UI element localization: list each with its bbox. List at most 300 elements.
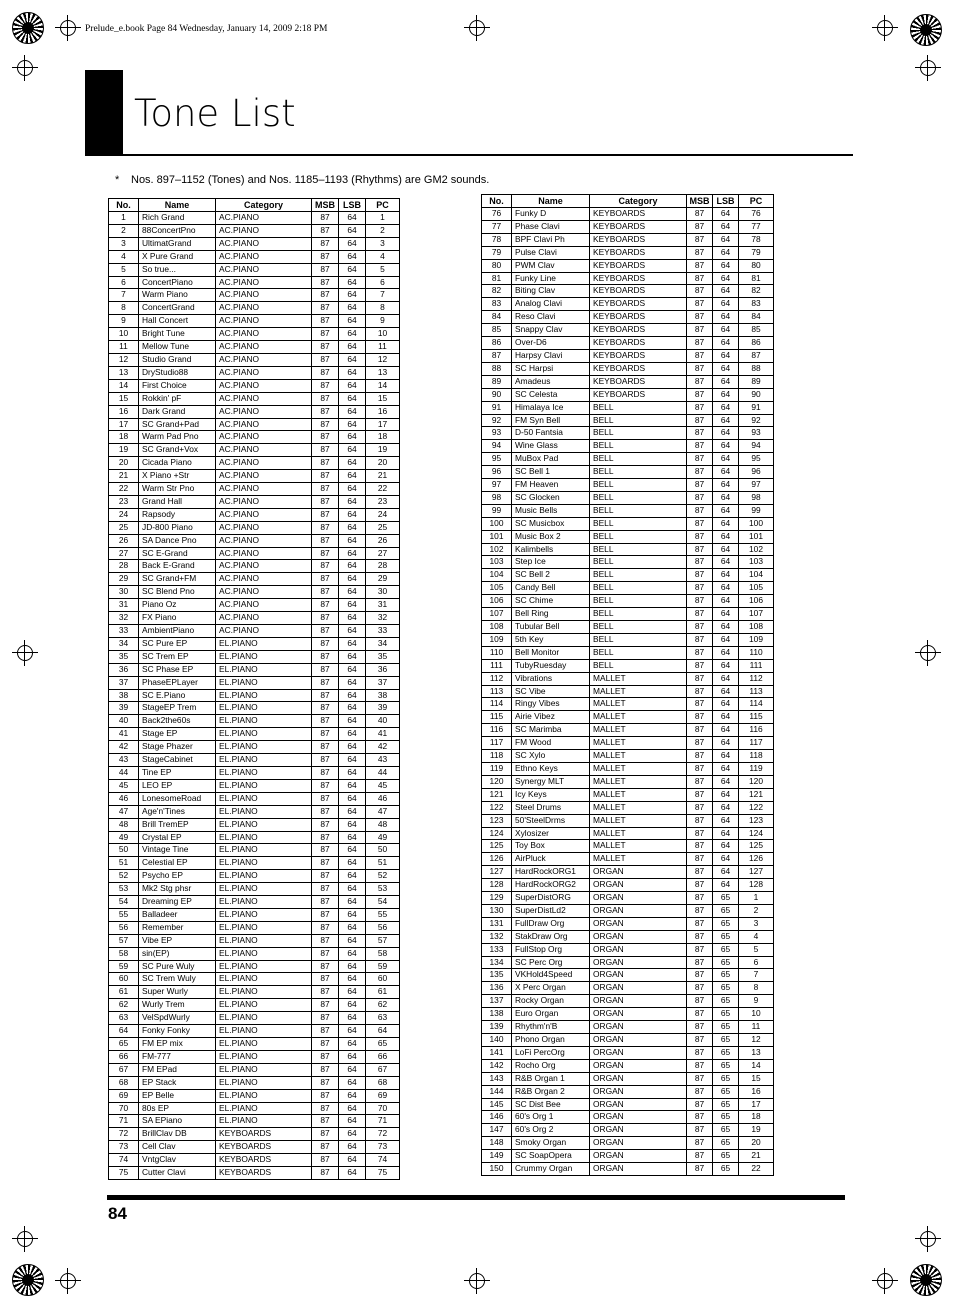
cell-msb: 87	[687, 220, 713, 233]
table-row	[482, 775, 774, 788]
cell-name: Reso Clavi	[512, 311, 590, 324]
cell-pc: 50	[366, 844, 400, 857]
table-row	[482, 233, 774, 246]
cell-category: AC.PIANO	[216, 534, 312, 547]
cell-no: 14	[109, 379, 139, 392]
cell-no: 109	[482, 633, 512, 646]
cell-pc: 17	[739, 1098, 774, 1111]
cell-lsb: 64	[339, 728, 366, 741]
table-row	[482, 904, 774, 917]
cell-pc: 126	[739, 853, 774, 866]
cell-category: EL.PIANO	[216, 715, 312, 728]
cell-no: 112	[482, 672, 512, 685]
cell-name: JD-800 Piano	[139, 521, 216, 534]
col-header-name: Name	[139, 199, 216, 212]
table-row	[482, 621, 774, 634]
cell-lsb: 64	[713, 621, 739, 634]
cell-no: 115	[482, 711, 512, 724]
cell-lsb: 64	[339, 754, 366, 767]
table-row	[109, 508, 400, 521]
cell-category: AC.PIANO	[216, 212, 312, 225]
cell-category: KEYBOARDS	[590, 349, 687, 362]
cell-pc: 9	[366, 315, 400, 328]
cell-category: EL.PIANO	[216, 676, 312, 689]
table-header-row	[482, 195, 774, 208]
cell-lsb: 64	[713, 285, 739, 298]
cell-name: Bright Tune	[139, 328, 216, 341]
cell-msb: 87	[687, 892, 713, 905]
cell-lsb: 65	[713, 1085, 739, 1098]
cell-name: Tubular Bell	[512, 621, 590, 634]
cell-category: ORGAN	[590, 1163, 687, 1176]
registration-rosette-icon	[12, 1264, 44, 1296]
cell-msb: 87	[312, 547, 339, 560]
table-row	[482, 401, 774, 414]
cell-no: 87	[482, 349, 512, 362]
table-row	[109, 1141, 400, 1154]
table-row	[482, 285, 774, 298]
cell-msb: 87	[687, 1034, 713, 1047]
cell-no: 20	[109, 457, 139, 470]
cell-no: 128	[482, 879, 512, 892]
cell-no: 148	[482, 1137, 512, 1150]
cell-no: 146	[482, 1111, 512, 1124]
cell-lsb: 64	[713, 427, 739, 440]
cell-lsb: 64	[339, 405, 366, 418]
cell-pc: 112	[739, 672, 774, 685]
cell-msb: 87	[312, 366, 339, 379]
cell-msb: 87	[312, 483, 339, 496]
cell-no: 75	[109, 1167, 139, 1180]
cell-pc: 19	[739, 1124, 774, 1137]
cell-msb: 87	[312, 1089, 339, 1102]
cell-category: KEYBOARDS	[590, 220, 687, 233]
cell-pc: 71	[366, 1115, 400, 1128]
cell-lsb: 64	[339, 689, 366, 702]
cell-category: BELL	[590, 621, 687, 634]
cell-no: 102	[482, 543, 512, 556]
cell-pc: 27	[366, 547, 400, 560]
cell-no: 76	[482, 208, 512, 221]
cell-name: Crummy Organ	[512, 1163, 590, 1176]
cell-no: 71	[109, 1115, 139, 1128]
cell-lsb: 64	[713, 698, 739, 711]
cell-no: 81	[482, 272, 512, 285]
footer-rule	[107, 1195, 845, 1200]
page-number: 84	[108, 1204, 127, 1223]
cell-lsb: 64	[339, 702, 366, 715]
table-row	[482, 659, 774, 672]
cell-pc: 68	[366, 1076, 400, 1089]
cell-category: MALLET	[590, 724, 687, 737]
cell-name: SC Marimba	[512, 724, 590, 737]
cell-msb: 87	[687, 479, 713, 492]
cell-name: Mellow Tune	[139, 341, 216, 354]
cell-name: Kalimbells	[512, 543, 590, 556]
note-asterisk: *	[115, 174, 120, 186]
cell-category: BELL	[590, 595, 687, 608]
cell-lsb: 64	[713, 543, 739, 556]
cell-category: ORGAN	[590, 904, 687, 917]
cell-lsb: 64	[339, 625, 366, 638]
cell-no: 137	[482, 995, 512, 1008]
cell-msb: 87	[312, 650, 339, 663]
cell-pc: 40	[366, 715, 400, 728]
cell-pc: 32	[366, 612, 400, 625]
cell-no: 58	[109, 947, 139, 960]
cell-lsb: 64	[339, 637, 366, 650]
cell-no: 49	[109, 831, 139, 844]
cell-name: SC Trem EP	[139, 650, 216, 663]
cell-lsb: 65	[713, 1034, 739, 1047]
cell-pc: 117	[739, 737, 774, 750]
cell-pc: 124	[739, 827, 774, 840]
cell-name: Cell Clav	[139, 1141, 216, 1154]
cell-category: AC.PIANO	[216, 547, 312, 560]
table-row	[109, 418, 400, 431]
cell-pc: 110	[739, 646, 774, 659]
cell-lsb: 64	[713, 595, 739, 608]
table-row	[109, 1128, 400, 1141]
cell-lsb: 65	[713, 1124, 739, 1137]
cell-name: SC Grand+Vox	[139, 444, 216, 457]
cell-category: BELL	[590, 633, 687, 646]
cell-name: VntgClav	[139, 1154, 216, 1167]
cell-category: AC.PIANO	[216, 483, 312, 496]
cell-pc: 5	[366, 263, 400, 276]
cell-no: 8	[109, 302, 139, 315]
cell-msb: 87	[312, 392, 339, 405]
cell-name: SC Harpsi	[512, 362, 590, 375]
cell-category: ORGAN	[590, 917, 687, 930]
cell-lsb: 64	[713, 388, 739, 401]
cell-category: BELL	[590, 582, 687, 595]
cell-no: 33	[109, 625, 139, 638]
table-row	[482, 491, 774, 504]
cell-name: SC Chime	[512, 595, 590, 608]
cell-msb: 87	[687, 866, 713, 879]
cell-msb: 87	[687, 827, 713, 840]
cell-name: AmbientPiano	[139, 625, 216, 638]
table-row	[482, 762, 774, 775]
registration-rosette-icon	[12, 12, 44, 44]
table-row	[109, 844, 400, 857]
cell-name: SuperDistORG	[512, 892, 590, 905]
cell-pc: 7	[739, 969, 774, 982]
cell-msb: 87	[312, 405, 339, 418]
cell-lsb: 64	[339, 883, 366, 896]
cell-name: FM EP mix	[139, 1038, 216, 1051]
cell-msb: 87	[312, 573, 339, 586]
cell-pc: 12	[366, 353, 400, 366]
table-row	[109, 470, 400, 483]
cell-no: 38	[109, 689, 139, 702]
cell-category: AC.PIANO	[216, 328, 312, 341]
table-row	[482, 298, 774, 311]
cell-category: MALLET	[590, 762, 687, 775]
cell-lsb: 64	[713, 646, 739, 659]
cell-pc: 66	[366, 1050, 400, 1063]
cell-name: FM Wood	[512, 737, 590, 750]
table-row	[109, 779, 400, 792]
cell-pc: 34	[366, 637, 400, 650]
col-header-msb: MSB	[312, 199, 339, 212]
table-row	[482, 801, 774, 814]
cell-pc: 13	[739, 1046, 774, 1059]
cell-name: Grand Hall	[139, 495, 216, 508]
cell-pc: 116	[739, 724, 774, 737]
cell-name: LonesomeRoad	[139, 792, 216, 805]
cell-name: Age'n'Tines	[139, 805, 216, 818]
cell-msb: 87	[312, 844, 339, 857]
cell-category: EL.PIANO	[216, 857, 312, 870]
cell-msb: 87	[312, 896, 339, 909]
crosshair-icon	[872, 1268, 898, 1294]
cell-pc: 107	[739, 608, 774, 621]
col-header-msb: MSB	[687, 195, 713, 208]
cell-msb: 87	[312, 508, 339, 521]
cell-category: AC.PIANO	[216, 612, 312, 625]
cell-name: SC E.Piano	[139, 689, 216, 702]
cell-msb: 87	[687, 208, 713, 221]
cell-category: BELL	[590, 504, 687, 517]
table-row	[109, 276, 400, 289]
cell-lsb: 64	[713, 685, 739, 698]
cell-pc: 22	[366, 483, 400, 496]
crosshair-icon	[12, 55, 38, 81]
cell-lsb: 64	[339, 947, 366, 960]
table-row	[482, 1059, 774, 1072]
cell-pc: 7	[366, 289, 400, 302]
cell-msb: 87	[687, 556, 713, 569]
cell-name: Dreaming EP	[139, 896, 216, 909]
cell-msb: 87	[312, 779, 339, 792]
cell-name: X Perc Organ	[512, 982, 590, 995]
cell-pc: 24	[366, 508, 400, 521]
cell-name: Back2the60s	[139, 715, 216, 728]
cell-pc: 73	[366, 1141, 400, 1154]
cell-no: 84	[482, 311, 512, 324]
cell-no: 22	[109, 483, 139, 496]
cell-name: FM Heaven	[512, 479, 590, 492]
cell-msb: 87	[687, 930, 713, 943]
cell-lsb: 64	[713, 750, 739, 763]
cell-name: StageCabinet	[139, 754, 216, 767]
cell-name: FM EPad	[139, 1063, 216, 1076]
cell-name: Rhythm'n'B	[512, 1021, 590, 1034]
cell-name: R&B Organ 2	[512, 1085, 590, 1098]
cell-msb: 87	[687, 737, 713, 750]
cell-pc: 61	[366, 986, 400, 999]
cell-lsb: 64	[713, 775, 739, 788]
cell-category: BELL	[590, 466, 687, 479]
table-row	[109, 766, 400, 779]
table-row	[109, 805, 400, 818]
cell-name: Vintage Tine	[139, 844, 216, 857]
cell-pc: 29	[366, 573, 400, 586]
table-row	[109, 650, 400, 663]
cell-name: DryStudio88	[139, 366, 216, 379]
cell-lsb: 64	[713, 466, 739, 479]
cell-lsb: 64	[339, 715, 366, 728]
cell-no: 124	[482, 827, 512, 840]
cell-category: BELL	[590, 401, 687, 414]
cell-no: 83	[482, 298, 512, 311]
cell-name: 60's Org 2	[512, 1124, 590, 1137]
cell-category: ORGAN	[590, 982, 687, 995]
cell-category: MALLET	[590, 788, 687, 801]
cell-no: 7	[109, 289, 139, 302]
cell-name: 60's Org 1	[512, 1111, 590, 1124]
cell-no: 12	[109, 353, 139, 366]
cell-name: SA EPiano	[139, 1115, 216, 1128]
cell-name: So true...	[139, 263, 216, 276]
cell-lsb: 64	[339, 534, 366, 547]
cell-no: 121	[482, 788, 512, 801]
cell-pc: 105	[739, 582, 774, 595]
cell-pc: 62	[366, 999, 400, 1012]
cell-name: Synergy MLT	[512, 775, 590, 788]
cell-no: 55	[109, 908, 139, 921]
cell-lsb: 64	[713, 440, 739, 453]
cell-pc: 37	[366, 676, 400, 689]
cell-name: X Piano +Str	[139, 470, 216, 483]
cell-msb: 87	[687, 1072, 713, 1085]
cell-category: KEYBOARDS	[590, 311, 687, 324]
cell-msb: 87	[312, 766, 339, 779]
cell-pc: 52	[366, 870, 400, 883]
cell-lsb: 64	[339, 586, 366, 599]
cell-category: EL.PIANO	[216, 754, 312, 767]
cell-msb: 87	[312, 457, 339, 470]
registration-rosette-icon	[910, 14, 942, 46]
cell-no: 9	[109, 315, 139, 328]
cell-category: EL.PIANO	[216, 818, 312, 831]
table-row	[109, 934, 400, 947]
cell-category: MALLET	[590, 672, 687, 685]
cell-pc: 76	[739, 208, 774, 221]
cell-no: 123	[482, 814, 512, 827]
table-row	[482, 1098, 774, 1111]
cell-name: EP Stack	[139, 1076, 216, 1089]
table-row	[482, 375, 774, 388]
cell-lsb: 64	[339, 521, 366, 534]
cell-msb: 87	[687, 246, 713, 259]
table-row	[482, 569, 774, 582]
cell-msb: 87	[687, 608, 713, 621]
cell-lsb: 64	[713, 220, 739, 233]
cell-name: Over-D6	[512, 337, 590, 350]
cell-msb: 87	[687, 324, 713, 337]
cell-lsb: 64	[713, 633, 739, 646]
cell-pc: 11	[739, 1021, 774, 1034]
table-row	[109, 960, 400, 973]
cell-category: AC.PIANO	[216, 625, 312, 638]
cell-no: 143	[482, 1072, 512, 1085]
cell-pc: 108	[739, 621, 774, 634]
cell-msb: 87	[687, 1021, 713, 1034]
cell-msb: 87	[687, 698, 713, 711]
cell-lsb: 65	[713, 1137, 739, 1150]
cell-name: 88ConcertPno	[139, 224, 216, 237]
cell-no: 108	[482, 621, 512, 634]
cell-category: ORGAN	[590, 969, 687, 982]
cell-name: Rokkin' pF	[139, 392, 216, 405]
cell-msb: 87	[687, 427, 713, 440]
cell-no: 15	[109, 392, 139, 405]
cell-lsb: 64	[339, 483, 366, 496]
cell-lsb: 64	[713, 879, 739, 892]
cell-lsb: 65	[713, 1111, 739, 1124]
cell-msb: 87	[312, 302, 339, 315]
cell-lsb: 64	[713, 582, 739, 595]
cell-lsb: 64	[339, 766, 366, 779]
table-row	[482, 220, 774, 233]
table-row	[109, 741, 400, 754]
cell-category: MALLET	[590, 814, 687, 827]
cell-no: 96	[482, 466, 512, 479]
cell-lsb: 64	[713, 762, 739, 775]
cell-category: MALLET	[590, 711, 687, 724]
cell-lsb: 64	[339, 379, 366, 392]
cell-lsb: 64	[713, 608, 739, 621]
cell-no: 48	[109, 818, 139, 831]
title-block-bar	[85, 70, 123, 155]
cell-pc: 16	[739, 1085, 774, 1098]
cell-no: 93	[482, 427, 512, 440]
cell-no: 125	[482, 840, 512, 853]
cell-category: ORGAN	[590, 1059, 687, 1072]
cell-name: SC Xylo	[512, 750, 590, 763]
cell-category: ORGAN	[590, 1008, 687, 1021]
cell-pc: 45	[366, 779, 400, 792]
cell-name: Rich Grand	[139, 212, 216, 225]
cell-no: 39	[109, 702, 139, 715]
cell-lsb: 64	[713, 788, 739, 801]
cell-msb: 87	[312, 599, 339, 612]
table-row	[109, 1038, 400, 1051]
cell-name: R&B Organ 1	[512, 1072, 590, 1085]
cell-name: sin(EP)	[139, 947, 216, 960]
cell-category: KEYBOARDS	[590, 388, 687, 401]
cell-no: 104	[482, 569, 512, 582]
cell-no: 88	[482, 362, 512, 375]
cell-name: BPF Clavi Ph	[512, 233, 590, 246]
cell-name: Fonky Fonky	[139, 1025, 216, 1038]
cell-msb: 87	[312, 921, 339, 934]
cell-msb: 87	[687, 621, 713, 634]
table-row	[109, 908, 400, 921]
table-row	[482, 530, 774, 543]
cell-category: AC.PIANO	[216, 289, 312, 302]
cell-category: BELL	[590, 543, 687, 556]
table-row	[109, 1025, 400, 1038]
cell-msb: 87	[312, 754, 339, 767]
crosshair-icon	[55, 1268, 81, 1294]
cell-category: AC.PIANO	[216, 495, 312, 508]
cell-name: Amadeus	[512, 375, 590, 388]
cell-name: FM Syn Bell	[512, 414, 590, 427]
cell-msb: 87	[687, 285, 713, 298]
cell-name: Dark Grand	[139, 405, 216, 418]
cell-no: 43	[109, 754, 139, 767]
cell-pc: 21	[366, 470, 400, 483]
cell-msb: 87	[687, 917, 713, 930]
cell-name: Remember	[139, 921, 216, 934]
cell-category: MALLET	[590, 853, 687, 866]
cell-lsb: 64	[339, 431, 366, 444]
cell-no: 47	[109, 805, 139, 818]
